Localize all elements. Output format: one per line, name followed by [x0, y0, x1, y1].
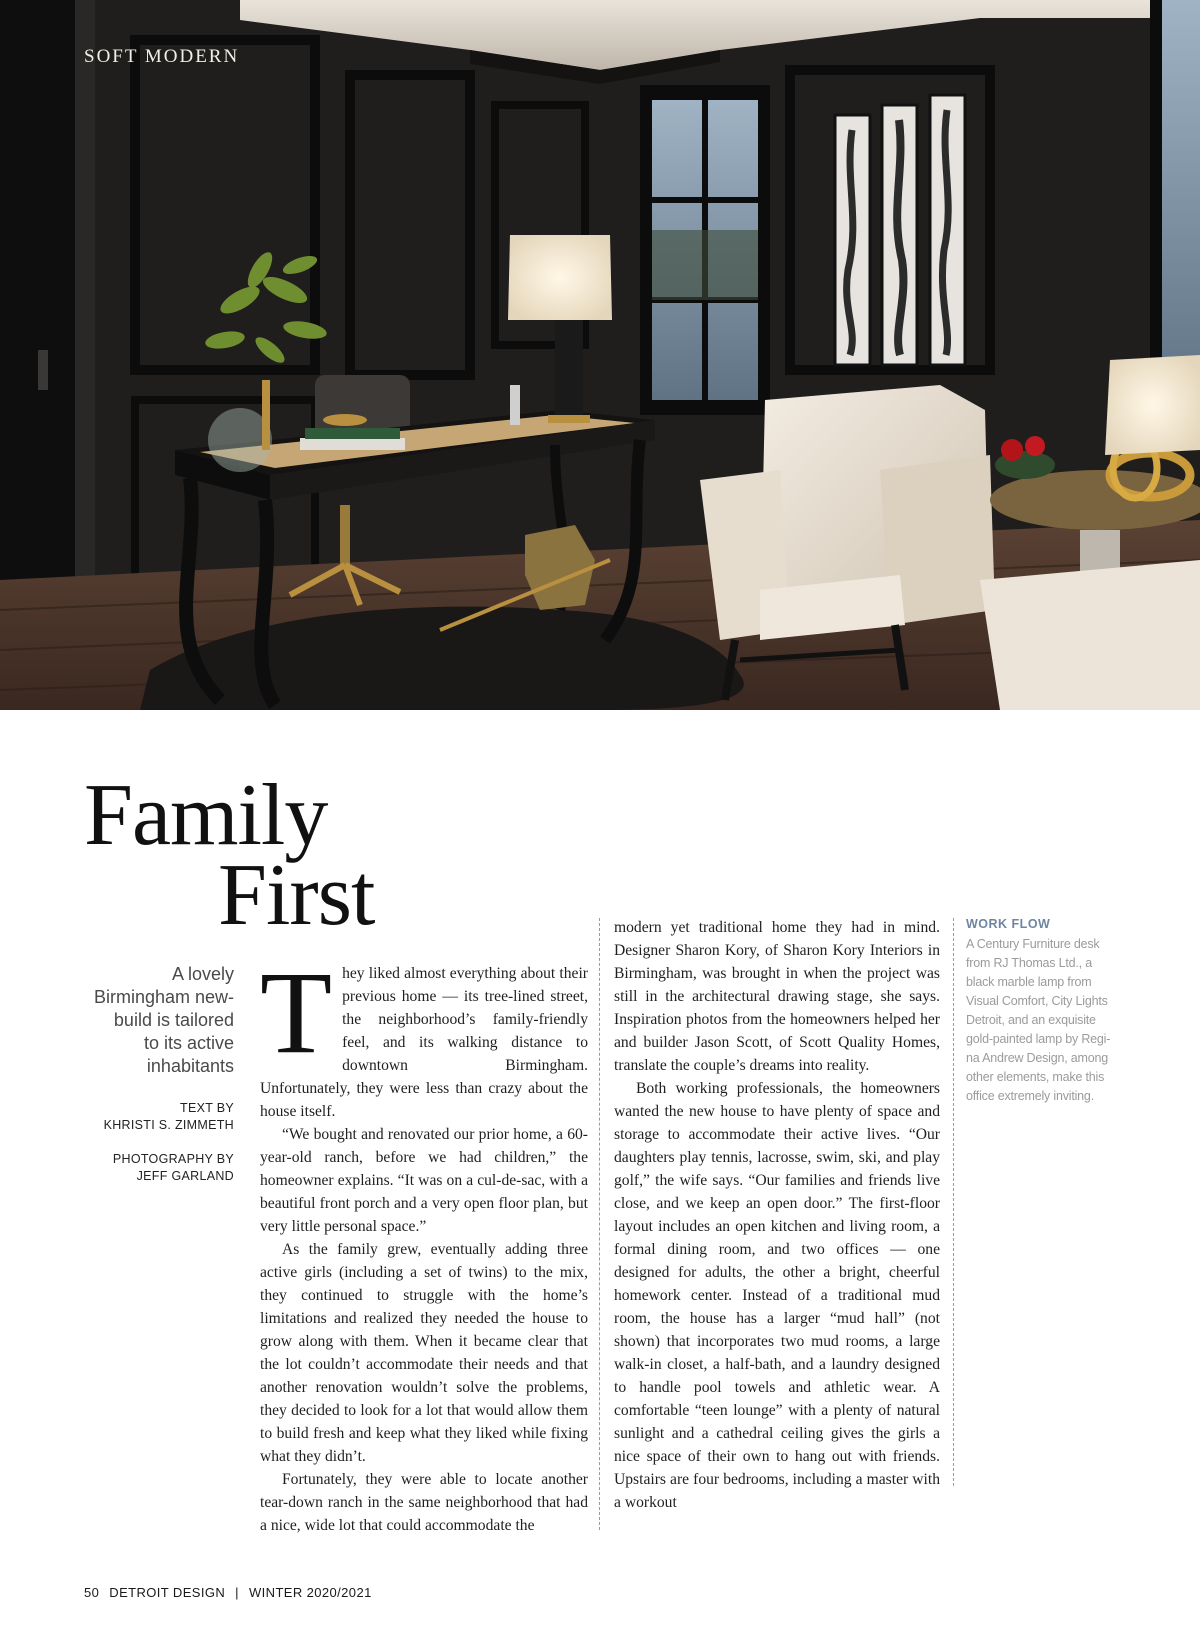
- office-interior-illustration: [0, 0, 1200, 710]
- column-divider: [953, 918, 954, 1486]
- deck-line: inhabitants: [146, 1056, 234, 1076]
- caption-title: WORK FLOW: [966, 917, 1051, 931]
- caption-line: from RJ Thomas Ltd., a: [966, 956, 1092, 970]
- photo-credit-name: JEFF GARLAND: [136, 1169, 234, 1183]
- deck-line: Birmingham new-: [93, 987, 234, 1007]
- page-number: 50: [84, 1585, 100, 1600]
- headline-line-1: Family: [84, 767, 328, 864]
- caption-line: office extremely inviting.: [966, 1089, 1094, 1103]
- caption-line: Visual Comfort, City Lights: [966, 994, 1108, 1008]
- section-tag: SOFT MODERN: [84, 46, 240, 67]
- caption-line: black marble lamp from: [966, 975, 1092, 989]
- folio-separator: |: [235, 1585, 239, 1600]
- body-paragraph: Fortunately, they were able to locate another tear-down ranch in the same neighborhood that had a nice, wide lot that could accommodate the: [260, 1471, 588, 1534]
- body-paragraph: As the family grew, eventually adding three active girls (including a set of twins) to the mix, they continued to struggle with the home’s limitations and realized they needed the house to grow along with them. When it became clear that the lot couldn’t accommodate their needs and that another renovation wouldn’t solve the problems, they decided to look for a lot that would allow them to build fresh and keep what they liked while fixing what they didn’t.: [260, 1241, 588, 1465]
- caption-line: other elements, make this: [966, 1070, 1105, 1084]
- text-credit-label: TEXT BY: [180, 1101, 234, 1115]
- column-divider: [599, 918, 600, 1530]
- body-column-1: [260, 947, 588, 1537]
- text-credit-name: KHRISTI S. ZIMMETH: [103, 1118, 234, 1132]
- caption-line: gold-painted lamp by Regi-: [966, 1032, 1111, 1046]
- caption-line: na Andrew Design, among: [966, 1051, 1109, 1065]
- deck-line: to its active: [143, 1033, 234, 1053]
- caption-line: A Century Furniture desk: [966, 937, 1100, 951]
- photo-credit: [74, 1151, 234, 1185]
- photo-credit-label: PHOTOGRAPHY BY: [112, 1152, 234, 1166]
- body-paragraph: modern yet traditional home they had in mind. Designer Sharon Kory, of Sharon Kory Interiors in Birmingham, was brought in when the project was still in the architectural drawing stage, she says. Inspiration photos from the homeowners helped her and builder Jason Scott, of Scott Quality Homes, translate the couple’s dreams into reality.: [614, 919, 940, 1074]
- body-paragraph-text: hey liked almost everything about their previous home — its tree-lined street, the neighborhood’s family-friendly feel, and its walking distance to downtown Birmingham. Unfortunately, they were less than crazy about the house itself.: [260, 965, 588, 1120]
- body-paragraph: [260, 947, 588, 1123]
- text-credit: [74, 1100, 234, 1134]
- deck: [74, 963, 234, 1078]
- deck-line: A lovely: [171, 964, 234, 984]
- hero-photo: [0, 0, 1200, 710]
- caption-body: [966, 935, 1116, 1106]
- publication-name: DETROIT DESIGN: [109, 1585, 226, 1600]
- body-paragraph: Both working professionals, the homeowners wanted the new house to have plenty of space and storage to accommodate their active lives. “Our daughters play tennis, lacrosse, swim, ski, and play golf,” the wife says. “Our families and friends live close, and we keep an open door.” The first-floor layout includes an open kitchen and living room, a formal dining room, and two offices — one designed for adults, the other a bright, cheerful homework center. Instead of a traditional mud room, the house has a larger “mud hall” (not shown) that incorporates two mud rooms, a large walk-in closet, a half-bath, and a laundry designed to handle pool towels and athletic wear. A comfortable “teen lounge” with a plenty of natural sunlight and a cathedral ceiling gives the girls a nice space of their own to hang out with friends. Upstairs are four bedrooms, including a master with a workout: [614, 1080, 940, 1511]
- drop-cap: T: [260, 947, 333, 1078]
- headline-line-2: First: [218, 847, 375, 944]
- body-column-2: [614, 916, 940, 1514]
- deck-line: build is tailored: [113, 1010, 234, 1030]
- issue-date: WINTER 2020/2021: [248, 1585, 372, 1600]
- caption-line: Detroit, and an exquisite: [966, 1013, 1096, 1027]
- body-paragraph: “We bought and renovated our prior home, a 60-year-old ranch, before we had children,” the homeowner explains. “It was on a cul-de-sac, with a beautiful front porch and a very open floor plan, but very little personal space.”: [260, 1126, 588, 1235]
- folio: [84, 1585, 378, 1600]
